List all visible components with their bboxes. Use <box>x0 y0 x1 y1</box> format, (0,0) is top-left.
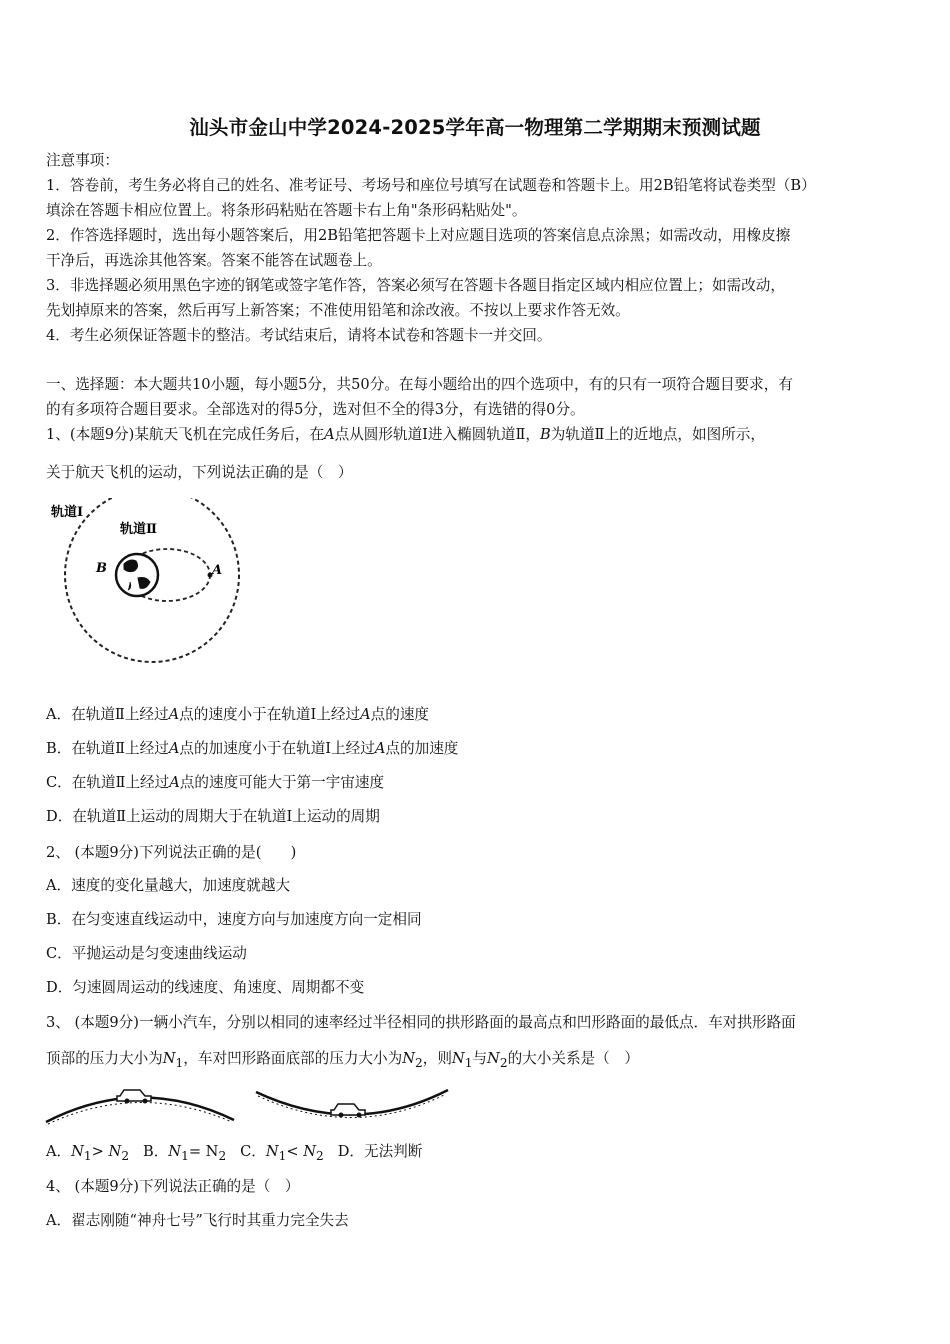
orbit-2-label: 轨道Ⅱ <box>120 522 157 537</box>
question-1-option: A．在轨道Ⅱ上经过A点的速度小于在轨道Ⅰ上经过A点的速度 <box>46 706 430 723</box>
question-1-stem-line2: 关于航天飞机的运动，下列说法正确的是（ ） <box>46 464 353 481</box>
car-icon <box>331 1104 365 1118</box>
question-3-stem-line2: 顶部的压力大小为$N_1$，车对凹形路面底部的压力大小为$N_2$，则$N_1$与$N_2$的大小关系是（ ） <box>46 1050 639 1070</box>
notice-heading: 注意事项： <box>46 152 119 169</box>
question-1-option: C．在轨道Ⅱ上经过A点的速度可能大于第一宇宙速度 <box>46 774 385 791</box>
notice-line: 填涂在答题卡相应位置上。将条形码粘贴在答题卡右上角"条形码粘贴处"。 <box>46 202 527 219</box>
notice-line: 先划掉原来的答案，然后再写上新答案；不准使用铅笔和涂改液。不按以上要求作答无效。 <box>46 302 630 319</box>
orbit-diagram <box>40 498 240 678</box>
road-diagram <box>44 1078 454 1128</box>
point-b-label: B <box>96 561 107 576</box>
notice-line: 3．非选择题必须用黑色字迹的钢笔或签字笔作答，答案必须写在答题卡各题目指定区域内相应位置上；如需改动， <box>46 277 785 294</box>
question-1-option: B．在轨道Ⅱ上经过A点的加速度小于在轨道Ⅰ上经过A点的加速度 <box>46 740 459 757</box>
page-title: 汕头市金山中学2024-2025学年高一物理第二学期期末预测试题 <box>189 116 761 139</box>
section-instructions: 一、选择题：本大题共10小题，每小题5分，共50分。在每小题给出的四个选项中，有的只有一项符合题目要求，有 <box>46 376 793 393</box>
question-4-option: A．翟志刚随“神舟七号”飞行时其重力完全失去 <box>46 1212 349 1229</box>
section-instructions: 的有多项符合题目要求。全部选对的得5分，选对但不全的得3分，有选错的得0分。 <box>46 401 585 418</box>
question-1-option: D．在轨道Ⅱ上运动的周期大于在轨道Ⅰ上运动的周期 <box>46 808 380 825</box>
question-1-stem: 1、(本题9分)某航天飞机在完成任务后，在A点从圆形轨道Ⅰ进入椭圆轨道Ⅱ，B为轨道Ⅱ上的近地点，如图所示， <box>46 426 765 443</box>
question-3-stem: 3、 (本题9分)一辆小汽车，分别以相同的速率经过半径相同的拱形路面的最高点和凹形路面的最低点．车对拱形路面 <box>46 1014 796 1031</box>
notice-line: 2．作答选择题时，选出每小题答案后，用2B铅笔把答题卡上对应题目选项的答案信息点涂黑；如需改动，用橡皮擦 <box>46 227 791 244</box>
question-2-option: A．速度的变化量越大，加速度就越大 <box>46 877 291 894</box>
notice-line: 干净后，再选涂其他答案。答案不能答在试题卷上。 <box>46 252 382 269</box>
question-2-option: B．在匀变速直线运动中，速度方向与加速度方向一定相同 <box>46 911 422 928</box>
question-2-option: C．平抛运动是匀变速曲线运动 <box>46 945 247 962</box>
question-2-stem: 2、 (本题9分)下列说法正确的是( ) <box>46 844 297 861</box>
earth-icon <box>116 554 158 596</box>
car-icon <box>117 1090 151 1104</box>
notice-line: 4．考生必须保证答题卡的整洁。考试结束后，请将本试卷和答题卡一并交回。 <box>46 327 552 344</box>
question-4-stem: 4、 (本题9分)下列说法正确的是（ ） <box>46 1178 300 1195</box>
point-a-label: A <box>212 563 223 578</box>
orbit-1-label: 轨道Ⅰ <box>51 505 84 520</box>
question-3-options: A．$N_1> N_2$ B．$N_1= N_2$ C．$N_1< N_2$ D．无法判断 <box>46 1143 423 1163</box>
notice-line: 1．答卷前，考生务必将自己的姓名、准考证号、考场号和座位号填写在试题卷和答题卡上。用2B铅笔将试卷类型（B） <box>46 177 816 194</box>
question-2-option: D．匀速圆周运动的线速度、角速度、周期都不变 <box>46 979 365 996</box>
